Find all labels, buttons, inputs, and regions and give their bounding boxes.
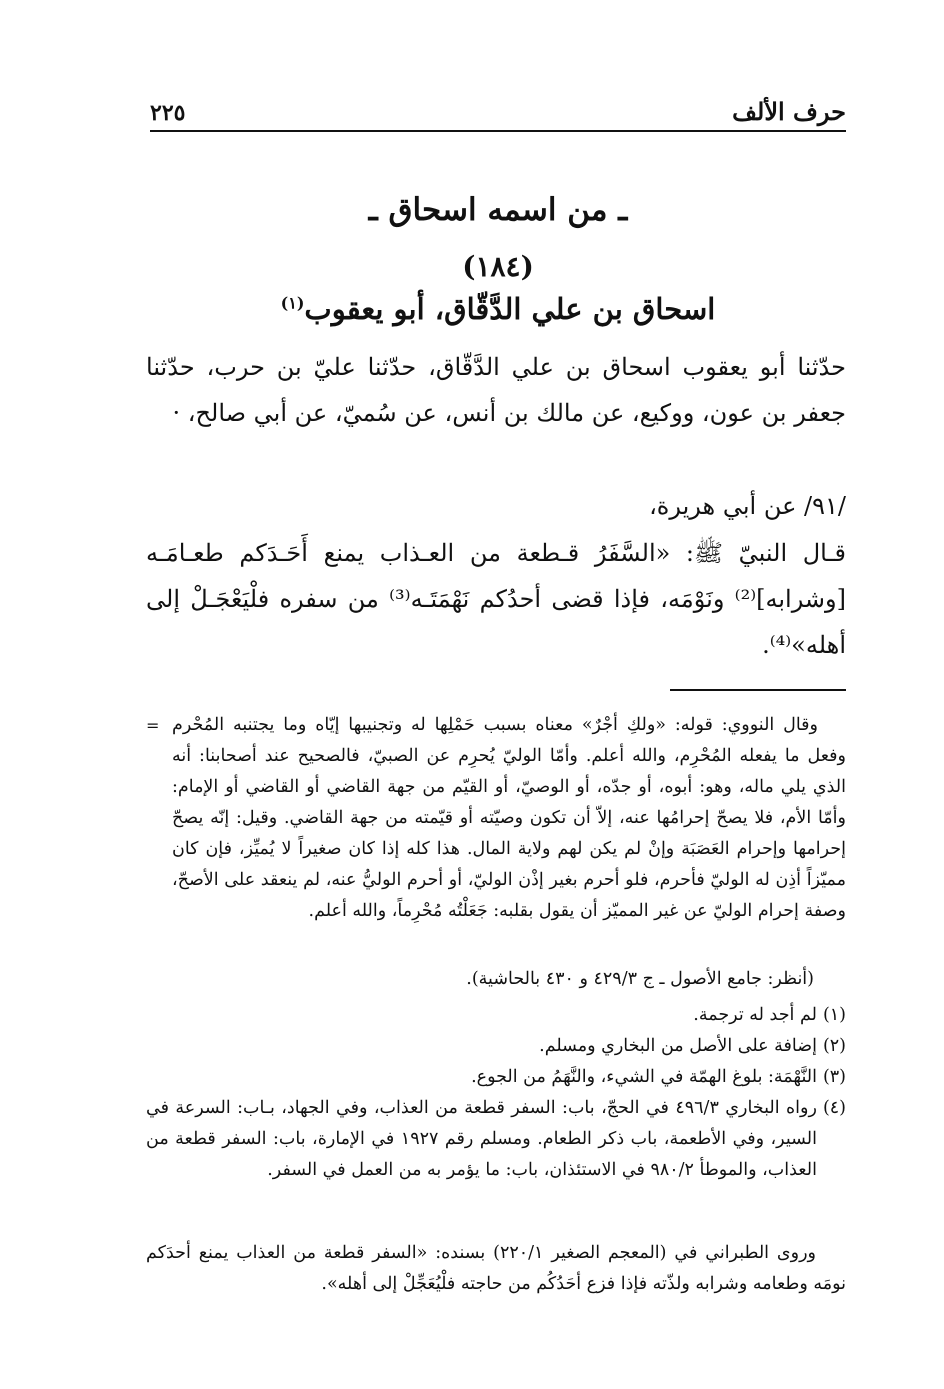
footnote-continuation xyxy=(146,710,846,927)
running-title: حرف الألف xyxy=(732,97,846,126)
entry-heading-text: اسحاق بن علي الدَّقّاق، أبو يعقوب xyxy=(304,292,716,326)
footnote-text: لم أجد له ترجمة. xyxy=(693,1005,817,1025)
entry-heading xyxy=(150,292,846,326)
body-paragraph-3: قـال النبيّ ﷺ: «السَّفَرُ قـطعة من العـذاب يمنع أَحَـدَكم طعـامَـه [وشرابه]⁽²⁾ ونَوْمَه، فإذا قضى أحدُكم نَهْمَتَـه⁽³⁾ من سفره فلْيَعْجَـلْ إلى أهله»⁽⁴⁾. xyxy=(146,539,846,659)
body-paragraph-1: حدّثنا أبو يعقوب اسحاق بن علي الدَّقّاق، حدّثنا عليّ بن حرب، حدّثنا جعفر بن عون، ووكيع، عن مالك بن أنس، عن سُميّ، عن أبي صالح، · xyxy=(146,353,846,427)
footnote-reference: (أنظر: جامع الأصول ـ ج ٤٢٩/٣ و ٤٣٠ بالحاشية). xyxy=(466,969,814,989)
footnote-item xyxy=(146,1000,846,1031)
footnote-number: (١) xyxy=(822,1005,846,1025)
footnote-number: (٣) xyxy=(822,1067,846,1087)
footnote-separator xyxy=(670,689,846,691)
footnote-list xyxy=(146,1000,846,1186)
running-header xyxy=(150,96,846,132)
continuation-marker: = xyxy=(146,716,160,735)
footnote-item xyxy=(146,1093,846,1186)
footnote-item xyxy=(146,1031,846,1062)
page-number: ٢٢٥ xyxy=(150,100,186,126)
entry-number: (١٨٤) xyxy=(462,250,534,283)
entry-heading-footnote-ref: (١) xyxy=(280,293,305,313)
footnote-extra-note: وروى الطبراني في (المعجم الصغير ٢٢٠/١) بسنده: «السفر قطعة من العذاب يمنع أحدَكم نومَه وطعامه وشرابه ولذّته فإذا فزع أحَدُكُم من حاجته فلْيُعَجِّلْ إلى أهله». xyxy=(146,1243,846,1294)
footnote-text: النَّهْمَة: بلوغ الهمّة في الشيء، والنَّهَمُ من الجوع. xyxy=(471,1067,817,1087)
footnote-item xyxy=(146,1062,846,1093)
footnote-number: (٤) xyxy=(822,1098,846,1118)
footnote-number: (٢) xyxy=(822,1036,846,1056)
footnote-continuation-text: وقال النووي: قوله: «ولكِ أجْرٌ» معناه بسبب حَمْلِها له وتجنيبها إيّاه وما يجتنبه المُحْرم وفعل ما يفعله المُحْرِم، والله أعلم. وأمّا الوليّ يُحرِم عن الصبيّ، فالصحيح عند أصحابنا: أنه الذي يلي ماله، وهو: أبوه، أو جدّه، أو الوصيّ، أو القيّم من جهة القاضي أو القاضي أو الإمام: وأمّا الأم، فلا يصحّ إحرامُها عنه، إلاّ أن تكون وصيّته أو قيّمته من جهة القاضي. وقيل: إنّه يصحّ إحرامها وإحرام العَصَبَة وإنْ لم يكن لهم ولاية المال. هذا كله إذا كان صغيراً لا يُميِّز، فإن كان مميّزاً أذِن له الوليّ فأحرم، فلو أحرم بغير إذْن الوليّ، أو أحرم الوليُّ عنه، لم ينعقد على الأصحّ، وصفة إحرام الوليّ عن غير المميّز أن يقول بقلبه: جَعَلْتُه مُحْرِماً، والله أعلم. xyxy=(172,715,846,921)
footnote-text: إضافة على الأصل من البخاري ومسلم. xyxy=(539,1036,817,1056)
footnote-text: رواه البخاري ٤٩٦/٣ في الحجّ، باب: السفر قطعة من العذاب، وفي الجهاد، بـاب: السرعة في السير، وفي الأطعمة، باب ذكر الطعام. ومسلم رقم ١٩٢٧ في الإمارة، باب: السفر قطعة من العذاب، والموطأ ٩٨٠/٢ في الاستئذان، باب: ما يؤمر به من العمل في السفر. xyxy=(146,1098,817,1180)
section-title: ـ من اسمه اسحاق ـ xyxy=(368,192,628,228)
body-paragraph-2: /٩١/ عن أبي هريرة، xyxy=(649,492,846,520)
